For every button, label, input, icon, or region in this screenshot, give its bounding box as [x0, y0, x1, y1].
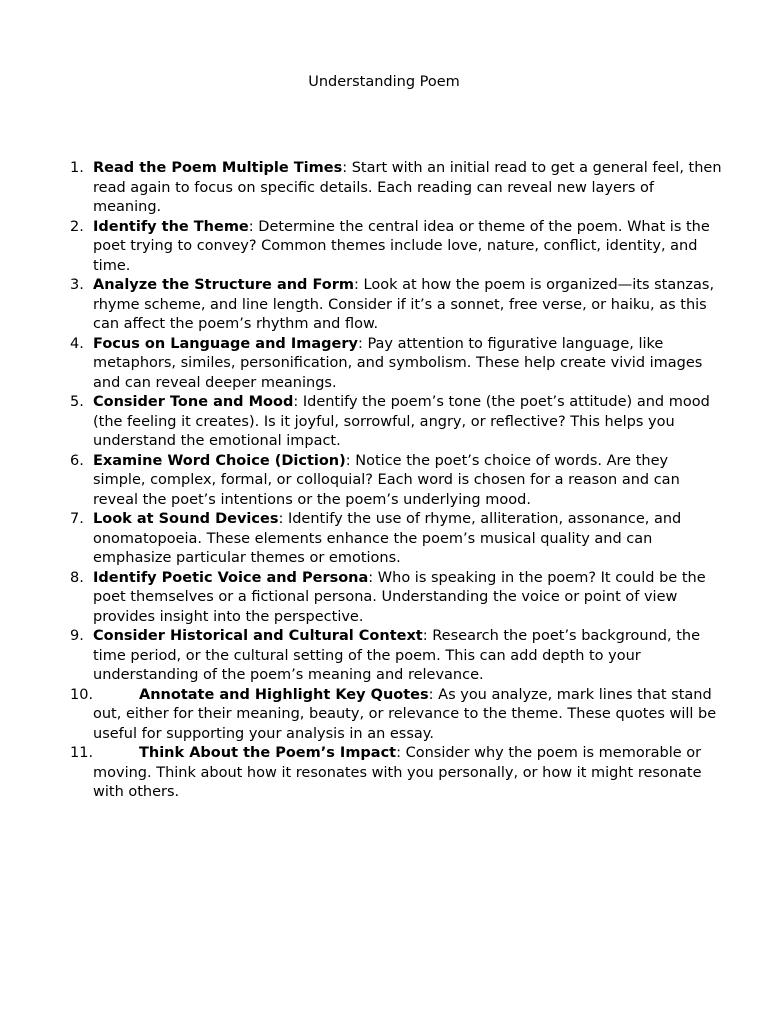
step-name: Consider Historical and Cultural Context [93, 628, 423, 644]
step-text: : Identify the use of rhyme, alliteration, assonance, and onomatopoeia. These elements enhance the poem’s musical quality and can emphasize particular themes or emotions. [93, 511, 682, 566]
step-item [0, 159, 768, 218]
step-number: 9. [70, 628, 84, 644]
step-text: : Start with an initial read to get a general feel, then read again to focus on specific details. Each reading can reveal new layers of meaning. [93, 160, 722, 215]
step-name: Examine Word Choice (Diction) [93, 452, 346, 469]
step-number: 6. [70, 452, 84, 469]
step-text: : Identify the poem’s tone (the poet’s attitude) and mood (the feeling it creates). Is it joyful, sorrowful, angry, or reflective? This helps you understand the emotional impact. [93, 394, 710, 449]
step-number: 2. [70, 218, 84, 235]
step-name: Annotate and Highlight Key Quotes [139, 686, 429, 703]
step-text: : Look at how the poem is organized—its stanzas, rhyme scheme, and line length. Consider if it’s a sonnet, free verse, or haiku, as this can affect the poem’s rhythm and flow. [93, 277, 715, 332]
step-number: 10. [70, 686, 94, 703]
step-text: : Consider why the poem is memorable or moving. Think about how it resonates with you personally, or how it might resonate with others. [93, 745, 702, 800]
step-item [0, 393, 768, 452]
step-number: 5. [70, 394, 84, 410]
step-item [0, 744, 768, 803]
step-text: : Who is speaking in the poem? It could be the poet themselves or a fictional persona. Understanding the voice or point of view provides insight into the perspective. [93, 569, 706, 625]
step-text: : Research the poet’s background, the time period, or the cultural setting of the poem. This can add depth to your understanding of the poem’s meaning and relevance. [93, 628, 700, 683]
step-item [0, 510, 768, 569]
step-item [0, 335, 768, 394]
step-number: 1. [70, 160, 84, 176]
step-name: Look at Sound Devices [93, 511, 279, 527]
steps-list [0, 159, 768, 803]
step-text: : As you analyze, mark lines that stand out, either for their meaning, beauty, or relevance to the theme. These quotes will be useful for supporting your analysis in an essay. [93, 686, 717, 742]
step-number: 8. [70, 569, 84, 586]
step-number: 7. [70, 511, 84, 527]
step-name: Consider Tone and Mood [93, 394, 294, 410]
step-item [0, 686, 768, 745]
step-item [0, 627, 768, 686]
step-item [0, 218, 768, 277]
step-item [0, 276, 768, 335]
step-name: Focus on Language and Imagery [93, 335, 358, 352]
step-number: 11. [70, 745, 94, 761]
step-name: Identify Poetic Voice and Persona [93, 569, 369, 586]
step-name: Identify the Theme [93, 218, 249, 235]
step-name: Read the Poem Multiple Times [93, 160, 343, 176]
step-number: 4. [70, 335, 84, 352]
step-text: : Pay attention to figurative language, like metaphors, similes, personification, and symbolism. These help create vivid images and can reveal deeper meanings. [93, 335, 703, 391]
step-text: : Determine the central idea or theme of the poem. What is the poet trying to convey? Common themes include love, nature, conflict, identity, and time. [93, 218, 710, 274]
step-name: Think About the Poem’s Impact [139, 745, 397, 761]
step-item [0, 452, 768, 511]
document-title: Understanding Poem [308, 74, 460, 90]
step-name: Analyze the Structure and Form [93, 277, 355, 293]
step-item [0, 569, 768, 628]
step-number: 3. [70, 277, 84, 293]
step-text: : Notice the poet’s choice of words. Are they simple, complex, formal, or colloquial? Each word is chosen for a reason and can reveal the poet’s intentions or the poem’s underlying mood. [93, 452, 680, 508]
